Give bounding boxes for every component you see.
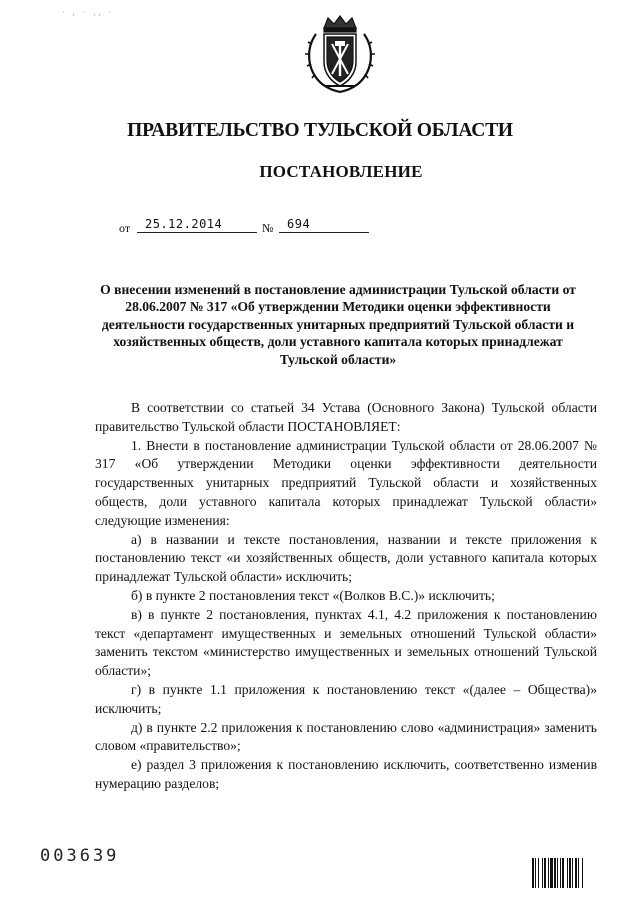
body-paragraph-item-g: г) в пункте 1.1 приложения к постановлению текст «(далее – Общества)» исключить;: [95, 681, 597, 716]
scan-marks: · , · ,, ·: [62, 8, 114, 17]
date-underline: [137, 232, 257, 233]
date-number-line: [119, 217, 379, 237]
barcode-image: [532, 858, 616, 888]
number-underline: [279, 232, 369, 233]
body-paragraph-item-v: в) в пункте 2 постановления, пунктах 4.1, 4.2 приложения к постановлению текст «департамент имущественных и земельных отношений Тульской области» заменить текстом «министерство имущественных и земельных отношений Тульской области»;: [95, 606, 597, 679]
date-prefix: от: [119, 221, 131, 235]
coat-of-arms-emblem: [302, 14, 378, 94]
body-paragraph-item-d: д) в пункте 2.2 приложения к постановлению слово «администрация» заменить словом «правительство»;: [95, 719, 597, 754]
document-date: 25.12.2014: [145, 217, 223, 231]
document-subject: О внесении изменений в постановление администрации Тульской области от 28.06.2007 № 317 «Об утверждении Методики оценки эффективности деятельности государственных унитарных предприятий Тульской области и хозяйственных обществ, доли уставного капитала которых принадлежат Тульской области»: [100, 282, 576, 367]
body-paragraph-item-b: б) в пункте 2 постановления текст «(Волков В.С.)» исключить;: [131, 587, 495, 603]
body-paragraph-item-e: е) раздел 3 приложения к постановлению исключить, соответственно изменив нумерацию разделов;: [95, 757, 597, 791]
document-number: 694: [287, 217, 311, 231]
document-serial-number: 003639: [40, 846, 120, 866]
number-prefix: №: [262, 221, 274, 235]
document-type-heading: ПОСТАНОВЛЕНИЕ: [259, 162, 423, 181]
body-paragraph-item-1: 1. Внести в постановление администрации Тульской области от 28.06.2007 № 317 «Об утверждении Методики оценки эффективности деятельности государственных унитарных предприятий Тульской области и хозяйственных обществ, доли уставного капитала которых принадлежат Тульской области» следующие изменения:: [95, 437, 597, 528]
body-paragraph-preamble: В соответствии со статьей 34 Устава (Основного Закона) Тульской области правительство Тульской области ПОСТАНОВЛЯЕТ:: [95, 400, 597, 434]
body-paragraph-item-a: а) в названии и тексте постановления, названии и тексте приложения к постановлению текст «и хозяйственных обществ, доли уставного капитала которых принадлежат Тульской области» исключить;: [95, 531, 597, 585]
document-body: [95, 399, 597, 794]
government-title: ПРАВИТЕЛЬСТВО ТУЛЬСКОЙ ОБЛАСТИ: [127, 120, 513, 141]
